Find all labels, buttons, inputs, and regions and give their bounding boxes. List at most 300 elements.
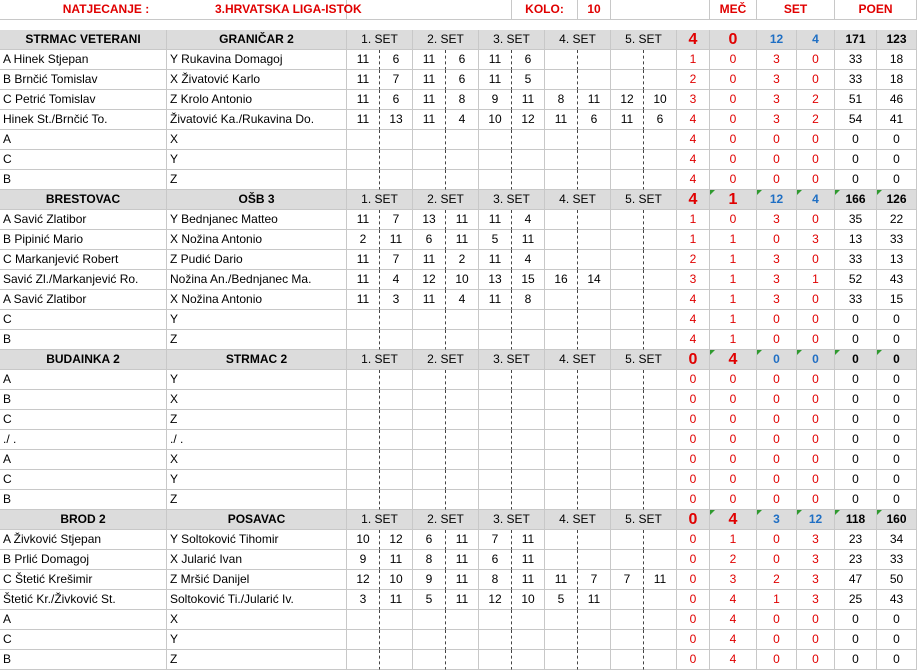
set-score bbox=[347, 390, 380, 410]
set-score: 11 bbox=[413, 90, 446, 110]
set-score bbox=[380, 130, 413, 150]
points-home: 0 bbox=[835, 650, 877, 670]
set-score bbox=[380, 370, 413, 390]
points-home: 0 bbox=[835, 490, 877, 510]
home-player: B bbox=[0, 330, 167, 350]
set-score bbox=[545, 650, 578, 670]
set-score bbox=[545, 310, 578, 330]
away-player: ./ . bbox=[167, 430, 347, 450]
set-score bbox=[545, 490, 578, 510]
set-column-header: 4. SET bbox=[545, 350, 611, 370]
set-score bbox=[578, 530, 611, 550]
set-score: 11 bbox=[347, 110, 380, 130]
match-running-home: 3 bbox=[677, 270, 710, 290]
comment-marker-icon bbox=[797, 510, 802, 515]
set-score bbox=[545, 290, 578, 310]
set-score bbox=[446, 170, 479, 190]
sets-won-home: 0 bbox=[757, 430, 797, 450]
set-score: 8 bbox=[413, 550, 446, 570]
set-score bbox=[611, 170, 644, 190]
points-away: 0 bbox=[877, 330, 917, 350]
match-running-home: 4 bbox=[677, 330, 710, 350]
sets-won-away: 0 bbox=[797, 170, 835, 190]
comment-marker-icon bbox=[797, 350, 802, 355]
sets-won-away: 1 bbox=[797, 270, 835, 290]
set-score bbox=[611, 650, 644, 670]
match-running-home: 2 bbox=[677, 250, 710, 270]
set-score: 11 bbox=[446, 210, 479, 230]
set-score bbox=[545, 370, 578, 390]
set-score: 11 bbox=[479, 70, 512, 90]
comment-marker-icon bbox=[797, 190, 802, 195]
set-score bbox=[413, 310, 446, 330]
home-player: B Brnčić Tomislav bbox=[0, 70, 167, 90]
away-player: X bbox=[167, 130, 347, 150]
set-score: 12 bbox=[347, 570, 380, 590]
set-score: 11 bbox=[347, 90, 380, 110]
set-total-home: 12 bbox=[757, 30, 797, 50]
set-score: 11 bbox=[512, 550, 545, 570]
points-header: POEN bbox=[835, 0, 917, 20]
set-score: 12 bbox=[512, 110, 545, 130]
set-total-away: 4 bbox=[797, 30, 835, 50]
match-running-home: 0 bbox=[677, 470, 710, 490]
sets-won-away: 3 bbox=[797, 550, 835, 570]
round-label: KOLO: bbox=[512, 0, 578, 20]
match-running-home: 4 bbox=[677, 310, 710, 330]
set-score: 8 bbox=[545, 90, 578, 110]
set-score bbox=[578, 50, 611, 70]
set-score: 4 bbox=[446, 110, 479, 130]
set-score: 6 bbox=[446, 70, 479, 90]
points-home: 52 bbox=[835, 270, 877, 290]
set-score bbox=[611, 150, 644, 170]
set-score bbox=[512, 630, 545, 650]
match-running-away: 4 bbox=[710, 610, 757, 630]
points-total-away: 126 bbox=[877, 190, 917, 210]
comment-marker-icon bbox=[710, 350, 715, 355]
home-player: C bbox=[0, 310, 167, 330]
points-away: 0 bbox=[877, 470, 917, 490]
away-player: Z Krolo Antonio bbox=[167, 90, 347, 110]
sets-won-away: 0 bbox=[797, 410, 835, 430]
sets-won-home: 0 bbox=[757, 610, 797, 630]
set-score bbox=[413, 170, 446, 190]
set-score: 13 bbox=[479, 270, 512, 290]
set-score bbox=[512, 490, 545, 510]
away-player: X Nožina Antonio bbox=[167, 290, 347, 310]
set-score bbox=[446, 310, 479, 330]
sets-won-home: 0 bbox=[757, 450, 797, 470]
set-score bbox=[446, 470, 479, 490]
match-running-away: 0 bbox=[710, 130, 757, 150]
set-score bbox=[380, 330, 413, 350]
league-name: 3.HRVATSKA LIGA-ISTOK bbox=[212, 0, 347, 20]
set-score bbox=[545, 330, 578, 350]
set-score: 5 bbox=[545, 590, 578, 610]
match-running-home: 0 bbox=[677, 410, 710, 430]
match-running-away: 0 bbox=[710, 390, 757, 410]
set-score: 6 bbox=[578, 110, 611, 130]
match-score-away: 1 bbox=[710, 190, 757, 210]
set-score bbox=[644, 390, 677, 410]
set-column-header: 1. SET bbox=[347, 510, 413, 530]
set-score bbox=[512, 310, 545, 330]
points-home: 0 bbox=[835, 410, 877, 430]
set-score: 11 bbox=[413, 250, 446, 270]
set-score bbox=[347, 130, 380, 150]
set-score bbox=[347, 170, 380, 190]
sets-won-away: 0 bbox=[797, 490, 835, 510]
home-player: B bbox=[0, 490, 167, 510]
title-spacer-2 bbox=[611, 0, 710, 20]
points-away: 0 bbox=[877, 150, 917, 170]
set-score bbox=[545, 410, 578, 430]
set-score: 4 bbox=[512, 250, 545, 270]
set-score bbox=[446, 390, 479, 410]
set-score bbox=[479, 450, 512, 470]
set-score bbox=[413, 650, 446, 670]
points-home: 13 bbox=[835, 230, 877, 250]
match-score-home: 4 bbox=[677, 30, 710, 50]
away-player: Y Rukavina Domagoj bbox=[167, 50, 347, 70]
set-score bbox=[446, 450, 479, 470]
comment-marker-icon bbox=[757, 190, 762, 195]
set-score bbox=[545, 390, 578, 410]
match-running-home: 0 bbox=[677, 370, 710, 390]
set-score: 9 bbox=[347, 550, 380, 570]
sets-won-home: 3 bbox=[757, 90, 797, 110]
set-score bbox=[479, 610, 512, 630]
set-total-away: 4 bbox=[797, 190, 835, 210]
points-home: 33 bbox=[835, 70, 877, 90]
set-score bbox=[644, 150, 677, 170]
set-score bbox=[611, 450, 644, 470]
set-score bbox=[644, 290, 677, 310]
set-score bbox=[545, 250, 578, 270]
match-running-home: 1 bbox=[677, 230, 710, 250]
home-player: C Petrić Tomislav bbox=[0, 90, 167, 110]
away-player: Z bbox=[167, 410, 347, 430]
set-column-header: 4. SET bbox=[545, 510, 611, 530]
set-score: 11 bbox=[479, 50, 512, 70]
points-home: 47 bbox=[835, 570, 877, 590]
home-player: Savić Zl./Markanjević Ro. bbox=[0, 270, 167, 290]
away-player: Y Soltoković Tihomir bbox=[167, 530, 347, 550]
set-score bbox=[644, 310, 677, 330]
set-score bbox=[512, 170, 545, 190]
set-total-home: 0 bbox=[757, 350, 797, 370]
match-running-home: 2 bbox=[677, 70, 710, 90]
points-away: 0 bbox=[877, 390, 917, 410]
set-score: 6 bbox=[479, 550, 512, 570]
match-score-home: 0 bbox=[677, 350, 710, 370]
match-running-home: 0 bbox=[677, 650, 710, 670]
comment-marker-icon bbox=[877, 510, 882, 515]
set-score bbox=[347, 310, 380, 330]
sets-won-away: 0 bbox=[797, 310, 835, 330]
sets-won-away: 0 bbox=[797, 390, 835, 410]
set-column-header: 3. SET bbox=[479, 190, 545, 210]
points-home: 23 bbox=[835, 530, 877, 550]
away-player: Z bbox=[167, 170, 347, 190]
set-score: 10 bbox=[446, 270, 479, 290]
set-score: 14 bbox=[578, 270, 611, 290]
set-score bbox=[545, 50, 578, 70]
away-player: Z bbox=[167, 330, 347, 350]
sets-won-away: 3 bbox=[797, 230, 835, 250]
set-score bbox=[512, 650, 545, 670]
set-score bbox=[380, 650, 413, 670]
set-score bbox=[347, 410, 380, 430]
set-score bbox=[347, 430, 380, 450]
set-score: 11 bbox=[380, 590, 413, 610]
set-score bbox=[479, 410, 512, 430]
away-player: Živatović Ka./Rukavina Do. bbox=[167, 110, 347, 130]
points-away: 46 bbox=[877, 90, 917, 110]
set-score bbox=[611, 290, 644, 310]
competition-label: NATJECANJE : bbox=[0, 0, 212, 20]
sets-won-away: 0 bbox=[797, 290, 835, 310]
set-score bbox=[446, 490, 479, 510]
set-score bbox=[611, 250, 644, 270]
sets-won-away: 0 bbox=[797, 130, 835, 150]
comment-marker-icon bbox=[835, 350, 840, 355]
set-score bbox=[644, 630, 677, 650]
set-score bbox=[611, 50, 644, 70]
home-player: B Pipinić Mario bbox=[0, 230, 167, 250]
set-score bbox=[578, 170, 611, 190]
set-score bbox=[578, 130, 611, 150]
set-score bbox=[578, 250, 611, 270]
set-score bbox=[644, 410, 677, 430]
match-running-away: 4 bbox=[710, 650, 757, 670]
set-score bbox=[578, 330, 611, 350]
sets-won-home: 0 bbox=[757, 650, 797, 670]
round-number: 10 bbox=[578, 0, 611, 20]
set-score bbox=[644, 490, 677, 510]
set-score: 11 bbox=[413, 70, 446, 90]
set-score: 11 bbox=[446, 570, 479, 590]
home-player: C bbox=[0, 630, 167, 650]
set-score bbox=[413, 430, 446, 450]
points-away: 0 bbox=[877, 610, 917, 630]
set-score bbox=[413, 630, 446, 650]
points-away: 0 bbox=[877, 170, 917, 190]
set-score bbox=[512, 470, 545, 490]
set-score bbox=[545, 470, 578, 490]
set-score bbox=[347, 610, 380, 630]
set-score bbox=[644, 330, 677, 350]
set-score bbox=[578, 230, 611, 250]
match-running-away: 1 bbox=[710, 250, 757, 270]
sets-won-home: 0 bbox=[757, 490, 797, 510]
set-score bbox=[578, 450, 611, 470]
points-away: 0 bbox=[877, 490, 917, 510]
away-player: Z Pudić Dario bbox=[167, 250, 347, 270]
home-player: Hinek St./Brnčić To. bbox=[0, 110, 167, 130]
set-score: 11 bbox=[413, 50, 446, 70]
set-score bbox=[611, 550, 644, 570]
sets-won-home: 3 bbox=[757, 250, 797, 270]
match-running-home: 4 bbox=[677, 130, 710, 150]
set-column-header: 2. SET bbox=[413, 30, 479, 50]
match-running-away: 1 bbox=[710, 230, 757, 250]
set-score bbox=[380, 390, 413, 410]
match-running-home: 1 bbox=[677, 210, 710, 230]
set-score bbox=[413, 390, 446, 410]
set-score: 11 bbox=[347, 290, 380, 310]
set-score bbox=[380, 430, 413, 450]
set-score bbox=[512, 370, 545, 390]
set-total-home: 3 bbox=[757, 510, 797, 530]
set-score: 8 bbox=[512, 290, 545, 310]
home-player: A Savić Zlatibor bbox=[0, 290, 167, 310]
match-running-home: 0 bbox=[677, 630, 710, 650]
points-away: 50 bbox=[877, 570, 917, 590]
set-score: 13 bbox=[413, 210, 446, 230]
set-score bbox=[479, 310, 512, 330]
set-score: 16 bbox=[545, 270, 578, 290]
set-score: 7 bbox=[578, 570, 611, 590]
set-score bbox=[413, 370, 446, 390]
points-total-home: 0 bbox=[835, 350, 877, 370]
match-running-away: 0 bbox=[710, 90, 757, 110]
sets-won-away: 0 bbox=[797, 70, 835, 90]
set-score: 11 bbox=[479, 290, 512, 310]
sets-won-home: 3 bbox=[757, 70, 797, 90]
sets-won-home: 0 bbox=[757, 170, 797, 190]
comment-marker-icon bbox=[835, 510, 840, 515]
sets-won-away: 0 bbox=[797, 630, 835, 650]
set-score: 11 bbox=[446, 230, 479, 250]
set-score bbox=[611, 610, 644, 630]
match-score-away: 0 bbox=[710, 30, 757, 50]
comment-marker-icon bbox=[710, 510, 715, 515]
away-player: X Jularić Ivan bbox=[167, 550, 347, 570]
set-score: 11 bbox=[347, 50, 380, 70]
match-running-away: 0 bbox=[710, 450, 757, 470]
home-player: B Prlić Domagoj bbox=[0, 550, 167, 570]
set-score bbox=[380, 470, 413, 490]
set-score bbox=[578, 70, 611, 90]
set-score bbox=[644, 450, 677, 470]
points-home: 0 bbox=[835, 370, 877, 390]
set-score bbox=[578, 430, 611, 450]
sets-won-home: 0 bbox=[757, 470, 797, 490]
set-score bbox=[611, 490, 644, 510]
away-team-name: GRANIČAR 2 bbox=[167, 30, 347, 50]
set-score bbox=[479, 470, 512, 490]
set-column-header: 1. SET bbox=[347, 190, 413, 210]
comment-marker-icon bbox=[710, 190, 715, 195]
set-score bbox=[644, 650, 677, 670]
set-score bbox=[446, 130, 479, 150]
match-running-away: 4 bbox=[710, 630, 757, 650]
match-running-away: 2 bbox=[710, 550, 757, 570]
away-team-name: OŠB 3 bbox=[167, 190, 347, 210]
set-score: 11 bbox=[578, 590, 611, 610]
set-score bbox=[479, 430, 512, 450]
away-player: X bbox=[167, 450, 347, 470]
home-player: A bbox=[0, 130, 167, 150]
set-score: 12 bbox=[479, 590, 512, 610]
sets-won-home: 0 bbox=[757, 410, 797, 430]
match-running-home: 0 bbox=[677, 450, 710, 470]
points-away: 43 bbox=[877, 590, 917, 610]
set-score bbox=[644, 470, 677, 490]
set-score bbox=[611, 330, 644, 350]
set-score: 6 bbox=[413, 530, 446, 550]
set-score bbox=[512, 410, 545, 430]
match-running-away: 0 bbox=[710, 50, 757, 70]
home-team-name: STRMAC VETERANI bbox=[0, 30, 167, 50]
set-score bbox=[479, 330, 512, 350]
home-player: A Hinek Stjepan bbox=[0, 50, 167, 70]
set-total-away: 0 bbox=[797, 350, 835, 370]
points-away: 0 bbox=[877, 130, 917, 150]
away-player: Z bbox=[167, 490, 347, 510]
set-score: 6 bbox=[446, 50, 479, 70]
match-running-home: 0 bbox=[677, 490, 710, 510]
set-score: 9 bbox=[413, 570, 446, 590]
match-running-home: 4 bbox=[677, 110, 710, 130]
set-score: 11 bbox=[611, 110, 644, 130]
points-total-away: 160 bbox=[877, 510, 917, 530]
sets-won-home: 3 bbox=[757, 110, 797, 130]
set-score: 11 bbox=[512, 530, 545, 550]
points-total-home: 171 bbox=[835, 30, 877, 50]
set-score bbox=[413, 470, 446, 490]
set-score bbox=[545, 150, 578, 170]
home-player: A bbox=[0, 610, 167, 630]
set-header: SET bbox=[757, 0, 835, 20]
sets-won-away: 0 bbox=[797, 650, 835, 670]
home-player: A Savić Zlatibor bbox=[0, 210, 167, 230]
set-score: 6 bbox=[512, 50, 545, 70]
set-score: 15 bbox=[512, 270, 545, 290]
match-running-away: 1 bbox=[710, 310, 757, 330]
set-score: 7 bbox=[380, 250, 413, 270]
set-score: 2 bbox=[347, 230, 380, 250]
sets-won-home: 0 bbox=[757, 330, 797, 350]
match-running-home: 4 bbox=[677, 150, 710, 170]
away-player: Y bbox=[167, 470, 347, 490]
set-score bbox=[545, 610, 578, 630]
set-score: 10 bbox=[512, 590, 545, 610]
set-score: 11 bbox=[479, 210, 512, 230]
set-score: 11 bbox=[545, 110, 578, 130]
set-score bbox=[545, 450, 578, 470]
title-spacer bbox=[347, 0, 512, 20]
set-score bbox=[644, 130, 677, 150]
points-home: 0 bbox=[835, 150, 877, 170]
match-running-away: 1 bbox=[710, 270, 757, 290]
set-score: 11 bbox=[512, 90, 545, 110]
sets-won-home: 2 bbox=[757, 570, 797, 590]
set-score bbox=[578, 390, 611, 410]
set-score: 3 bbox=[380, 290, 413, 310]
points-home: 0 bbox=[835, 430, 877, 450]
sets-won-away: 0 bbox=[797, 150, 835, 170]
set-score bbox=[512, 450, 545, 470]
sets-won-home: 3 bbox=[757, 50, 797, 70]
sets-won-away: 0 bbox=[797, 450, 835, 470]
set-score bbox=[611, 230, 644, 250]
sets-won-home: 0 bbox=[757, 150, 797, 170]
sets-won-away: 2 bbox=[797, 110, 835, 130]
home-team-name: BUDAINKA 2 bbox=[0, 350, 167, 370]
